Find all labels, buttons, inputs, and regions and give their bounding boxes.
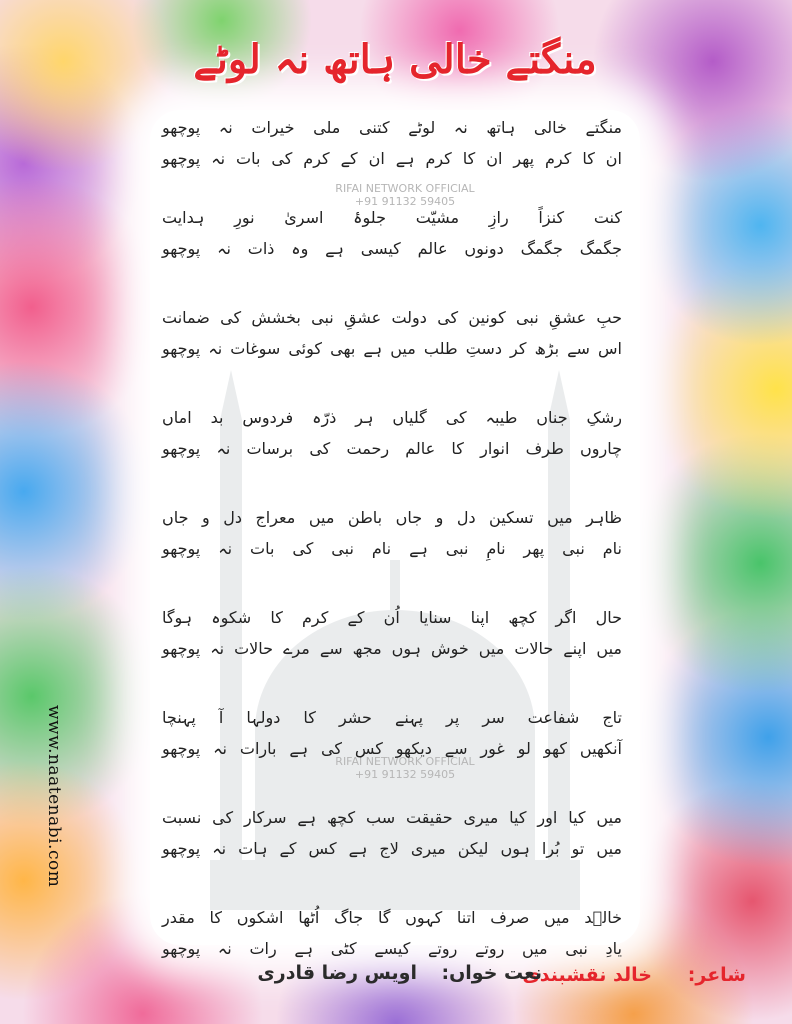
verse-line: میں کیا اور کیا میری حقیقت سب کچھ ہے سرکار کی نسبت [162, 808, 622, 827]
credits-footer [0, 958, 792, 1018]
verse-line: چاروں طرف انوار کا عالم رحمت کی برسات نہ پوچھو [162, 439, 622, 458]
verse-line: تاج شفاعت سر پر پہنے حشر کا دولہا آ پہنچا [162, 708, 622, 727]
poet-label: شاعر: [687, 964, 746, 986]
stanza [150, 202, 640, 264]
stanza [150, 902, 640, 964]
verse-line: ظاہر میں تسکین دل و جاں باطن میں معراج دل و جاں [162, 508, 622, 527]
verse-line: حبِ عشقِ نبی کونین کی دولت عشقِ نبی بخشش کی ضمانت [162, 308, 622, 327]
verse-line: یادِ نبی میں روتے روتے کیسے کٹی ہے رات نہ پوچھو [162, 939, 622, 958]
verse-line: منگتے خالی ہاتھ نہ لوٹے کتنی ملی خیرات نہ پوچھو [162, 118, 622, 137]
verse-line: ان کا کرم پھر ان کا کرم ہے ان کے کرم کی بات نہ پوچھو [162, 149, 622, 168]
watermark-phone: +91 91132 59405 [354, 768, 456, 781]
verse-line: حال اگر کچھ اپنا سنایا اُن کے کرم کا شکوہ ہوگا [162, 608, 622, 627]
stanza [150, 602, 640, 664]
verse-line: خالؔد میں صرف اتنا کہوں گا جاگ اُٹھا اشکوں کا مقدر [162, 908, 622, 927]
watermark-phone: +91 91132 59405 [354, 195, 456, 208]
verse-line: میں اپنے حالات میں خوش ہوں مجھ سے مرے حالات نہ پوچھو [162, 639, 622, 658]
poet-name: خالد نقشبندی [522, 964, 652, 986]
watermark-name: RIFAI NETWORK OFFICIAL [335, 182, 475, 195]
verse-line: میں تو بُرا ہوں لیکن میری لاج ہے کس کے ہات نہ پوچھو [162, 839, 622, 858]
verse-line: آنکھیں کھو لو غور سے دیکھو کس کی ہے بارات نہ پوچھو [162, 739, 622, 758]
stanza [150, 112, 640, 174]
stanza [150, 802, 640, 864]
verse-line: رشکِ جناں طیبہ کی گلیاں ہر ذرّہ فردوس بد اماں [162, 408, 622, 427]
verse-line: اس سے بڑھ کر دستِ طلب میں ہے بھی کوئی سوغات نہ پوچھو [162, 339, 622, 358]
stanza [150, 502, 640, 564]
stanza [150, 402, 640, 464]
verse-line: کنت کنزاً رازِ مشیّت جلوۂ اسریٰ نورِ ہدایت [162, 208, 622, 227]
reciter-label: نعت خواں: [441, 962, 542, 984]
reciter-name: اویس رضا قادری [257, 962, 417, 984]
verse-line: نام نبی پھر نامِ نبی ہے نام نبی کی بات نہ پوچھو [162, 539, 622, 558]
page-title: منگتے خالی ہاتھ نہ لوٹے [193, 36, 597, 83]
poem [150, 112, 640, 1002]
verse-line: جگمگ جگمگ دونوں عالم کیسی ہے وہ ذات نہ پوچھو [162, 239, 622, 258]
stanza [150, 302, 640, 364]
stanza [150, 702, 640, 764]
website-url[interactable]: www.naatenabi.com [44, 705, 64, 888]
watermark-name: RIFAI NETWORK OFFICIAL [335, 755, 475, 768]
